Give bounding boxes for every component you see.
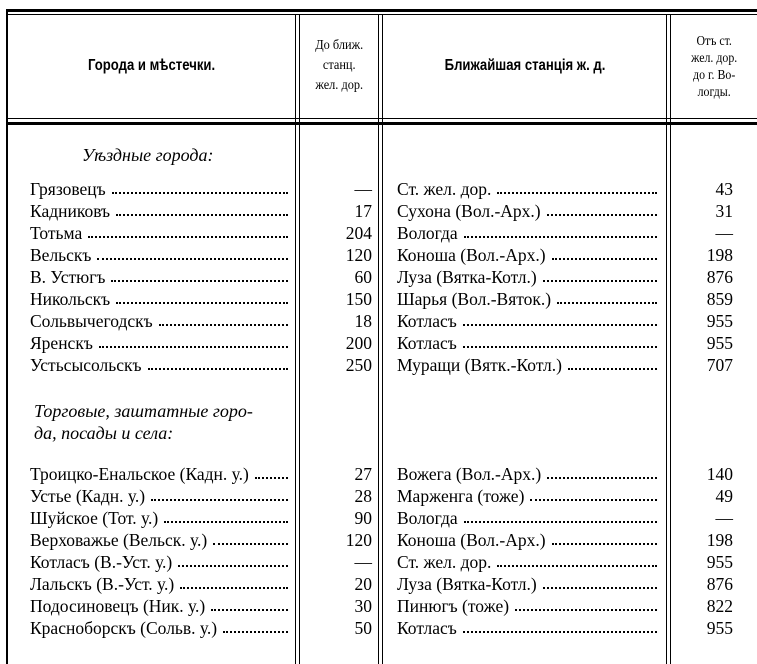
town-name: Кадниковъ bbox=[30, 201, 111, 221]
dist-to-station: 120 bbox=[345, 530, 372, 550]
table-row bbox=[0, 310, 757, 332]
dot-leader bbox=[552, 244, 657, 260]
station-name: Котласъ bbox=[397, 311, 457, 331]
dist-to-station: 60 bbox=[354, 267, 372, 287]
dot-leader bbox=[159, 310, 288, 326]
dist-to-station: 120 bbox=[345, 245, 372, 265]
dot-leader bbox=[515, 595, 657, 611]
station-name: Луза (Вятка-Котл.) bbox=[397, 267, 537, 287]
dot-leader bbox=[111, 266, 288, 282]
dot-leader bbox=[568, 354, 657, 370]
station-cell bbox=[397, 200, 661, 222]
town-name: В. Устюгъ bbox=[30, 267, 106, 287]
dot-leader bbox=[543, 266, 657, 282]
dist-to-vologda: 955 bbox=[706, 618, 733, 638]
station-cell bbox=[397, 529, 661, 551]
header-town-label: Города и мѣстечки. bbox=[87, 57, 216, 74]
table-row bbox=[0, 485, 757, 507]
dist-to-vologda: — bbox=[715, 508, 733, 528]
dot-leader bbox=[112, 178, 288, 194]
town-cell bbox=[30, 617, 292, 639]
station-cell bbox=[397, 573, 661, 595]
dist-to-station: 150 bbox=[345, 289, 372, 309]
dist-to-vologda: 198 bbox=[706, 530, 733, 550]
dist-to-station: 204 bbox=[345, 223, 372, 243]
dist-to-vologda: 140 bbox=[706, 464, 733, 484]
table-row bbox=[0, 332, 757, 354]
dot-leader bbox=[547, 200, 657, 216]
dist-to-station: 250 bbox=[345, 355, 372, 375]
town-name: Устьсысольскъ bbox=[30, 355, 142, 375]
table-row bbox=[0, 178, 757, 200]
table-row bbox=[0, 200, 757, 222]
dot-leader bbox=[99, 332, 288, 348]
table-row bbox=[0, 595, 757, 617]
town-name: Устье (Кадн. у.) bbox=[30, 486, 146, 506]
dot-leader bbox=[116, 288, 288, 304]
station-name: Коноша (Вол.-Арх.) bbox=[397, 245, 546, 265]
town-cell bbox=[30, 332, 292, 354]
town-name: Лальскъ (В.-Уст. у.) bbox=[30, 574, 175, 594]
dist-to-vologda: 876 bbox=[706, 574, 733, 594]
town-cell bbox=[30, 573, 292, 595]
dot-leader bbox=[255, 463, 288, 479]
station-cell bbox=[397, 354, 661, 376]
town-cell bbox=[30, 222, 292, 244]
dist-to-station: 18 bbox=[354, 311, 372, 331]
dist-to-vologda: 955 bbox=[706, 311, 733, 331]
town-name: Грязовецъ bbox=[30, 179, 106, 199]
dot-leader bbox=[557, 288, 657, 304]
table-row bbox=[0, 266, 757, 288]
header-dist-vologda bbox=[671, 14, 757, 118]
town-cell bbox=[30, 178, 292, 200]
dot-leader bbox=[543, 573, 657, 589]
town-cell bbox=[30, 507, 292, 529]
town-name: Яренскъ bbox=[30, 333, 93, 353]
station-cell bbox=[397, 551, 661, 573]
dot-leader bbox=[213, 529, 288, 545]
dot-leader bbox=[164, 507, 288, 523]
dot-leader bbox=[88, 222, 288, 238]
station-name: Котласъ bbox=[397, 618, 457, 638]
town-name: Красноборскъ (Сольв. у.) bbox=[30, 618, 218, 638]
station-cell bbox=[397, 595, 661, 617]
station-name: Марженга (тоже) bbox=[397, 486, 525, 506]
dist-to-station: 50 bbox=[354, 618, 372, 638]
dist-to-vologda: 31 bbox=[715, 201, 733, 221]
town-cell bbox=[30, 551, 292, 573]
dot-leader bbox=[223, 617, 288, 633]
header-dist-station bbox=[300, 14, 378, 118]
station-cell bbox=[397, 310, 661, 332]
dot-leader bbox=[116, 200, 288, 216]
dot-leader bbox=[463, 310, 657, 326]
dist-to-station: 28 bbox=[354, 486, 372, 506]
town-name: Сольвычегодскъ bbox=[30, 311, 153, 331]
station-cell bbox=[397, 266, 661, 288]
town-name: Тотьма bbox=[30, 223, 83, 243]
table-row bbox=[0, 244, 757, 266]
station-cell bbox=[397, 244, 661, 266]
table-row bbox=[0, 222, 757, 244]
dot-leader bbox=[148, 354, 288, 370]
town-cell bbox=[30, 200, 292, 222]
dist-to-station: 30 bbox=[354, 596, 372, 616]
town-name: Никольскъ bbox=[30, 289, 111, 309]
dot-leader bbox=[463, 617, 657, 633]
station-name: Муращи (Вятк.-Котл.) bbox=[397, 355, 562, 375]
town-cell bbox=[30, 288, 292, 310]
dist-to-vologda: 876 bbox=[706, 267, 733, 287]
station-name: Сухона (Вол.-Арх.) bbox=[397, 201, 541, 221]
town-cell bbox=[30, 244, 292, 266]
town-cell bbox=[30, 485, 292, 507]
town-cell bbox=[30, 266, 292, 288]
dot-leader bbox=[547, 463, 657, 479]
dot-leader bbox=[180, 573, 288, 589]
dist-to-vologda: 859 bbox=[706, 289, 733, 309]
dist-to-station: 27 bbox=[354, 464, 372, 484]
station-cell bbox=[397, 485, 661, 507]
dist-to-station: — bbox=[354, 179, 372, 199]
header-dist-station-label: До ближ. станц. жел. дор. bbox=[315, 38, 363, 93]
town-name: Троицко-Енальское (Кадн. у.) bbox=[30, 464, 249, 484]
station-cell bbox=[397, 178, 661, 200]
station-name: Коноша (Вол.-Арх.) bbox=[397, 530, 546, 550]
town-cell bbox=[30, 529, 292, 551]
town-name: Шуйское (Тот. у.) bbox=[30, 508, 159, 528]
dot-leader bbox=[497, 178, 657, 194]
dist-to-vologda: 955 bbox=[706, 552, 733, 572]
station-name: Вологда bbox=[397, 508, 458, 528]
dot-leader bbox=[464, 507, 657, 523]
dot-leader bbox=[97, 244, 288, 260]
dist-to-station: — bbox=[354, 552, 372, 572]
station-name: Пинюгъ (тоже) bbox=[397, 596, 510, 616]
station-name: Шарья (Вол.-Вяток.) bbox=[397, 289, 552, 309]
table-row bbox=[0, 617, 757, 639]
header-station bbox=[383, 14, 666, 118]
table-row bbox=[0, 529, 757, 551]
dot-leader bbox=[552, 529, 657, 545]
dot-leader bbox=[463, 332, 657, 348]
dot-leader bbox=[464, 222, 657, 238]
town-name: Котласъ (В.-Уст. у.) bbox=[30, 552, 173, 572]
dist-to-station: 20 bbox=[354, 574, 372, 594]
town-cell bbox=[30, 310, 292, 332]
dist-to-vologda: 955 bbox=[706, 333, 733, 353]
dot-leader bbox=[151, 485, 288, 501]
town-cell bbox=[30, 595, 292, 617]
town-name: Вельскъ bbox=[30, 245, 92, 265]
station-name: Котласъ bbox=[397, 333, 457, 353]
table-row bbox=[0, 463, 757, 485]
station-name: Вологда bbox=[397, 223, 458, 243]
dist-to-vologda: 49 bbox=[715, 486, 733, 506]
town-cell bbox=[30, 354, 292, 376]
station-name: Ст. жел. дор. bbox=[397, 179, 492, 199]
station-name: Ст. жел. дор. bbox=[397, 552, 492, 572]
dist-to-vologda: 198 bbox=[706, 245, 733, 265]
table-row bbox=[0, 288, 757, 310]
station-cell bbox=[397, 222, 661, 244]
header-station-label: Ближайшая станція ж. д. bbox=[444, 57, 605, 74]
station-cell bbox=[397, 617, 661, 639]
table-row bbox=[0, 573, 757, 595]
station-cell bbox=[397, 463, 661, 485]
header-town bbox=[8, 14, 295, 118]
dot-leader bbox=[530, 485, 657, 501]
top-rule bbox=[6, 9, 757, 12]
station-name: Луза (Вятка-Котл.) bbox=[397, 574, 537, 594]
town-cell bbox=[30, 463, 292, 485]
dist-to-vologda: 707 bbox=[706, 355, 733, 375]
town-name: Верховажье (Вельск. у.) bbox=[30, 530, 208, 550]
town-name: Подосиновецъ (Ник. у.) bbox=[30, 596, 206, 616]
dot-leader bbox=[211, 595, 288, 611]
station-name: Вожега (Вол.-Арх.) bbox=[397, 464, 542, 484]
station-cell bbox=[397, 332, 661, 354]
header-dist-vologda-label: Отъ ст. жел. дор. до г. Во- логды. bbox=[690, 33, 738, 99]
station-cell bbox=[397, 507, 661, 529]
dist-to-vologda: — bbox=[715, 223, 733, 243]
section-title-trade-towns: Торговые, заштатные горо- да, посады и села: bbox=[34, 401, 253, 443]
table-row bbox=[0, 551, 757, 573]
dot-leader bbox=[497, 551, 657, 567]
dist-to-vologda: 43 bbox=[715, 179, 733, 199]
dist-to-vologda: 822 bbox=[706, 596, 733, 616]
dist-to-station: 90 bbox=[354, 508, 372, 528]
table-row bbox=[0, 507, 757, 529]
station-cell bbox=[397, 288, 661, 310]
table-row bbox=[0, 354, 757, 376]
section-title-district-towns: Уѣздные города: bbox=[82, 145, 214, 165]
dist-to-station: 17 bbox=[354, 201, 372, 221]
dot-leader bbox=[178, 551, 288, 567]
dist-to-station: 200 bbox=[345, 333, 372, 353]
